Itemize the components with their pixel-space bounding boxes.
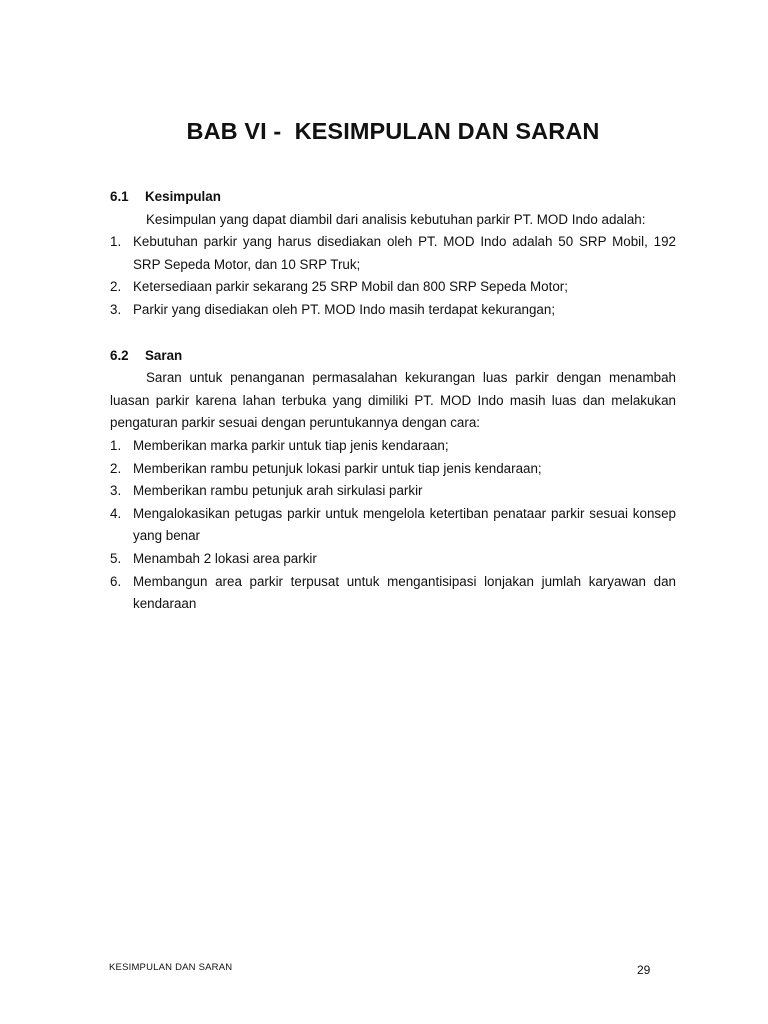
list-item <box>110 571 676 616</box>
list-item-text: Memberikan rambu petunjuk arah sirkulasi parkir <box>133 483 423 499</box>
section-number: 6.1 <box>110 189 129 204</box>
list-item-number: 1. <box>110 234 122 250</box>
list-item <box>110 548 676 571</box>
section-number: 6.2 <box>110 347 129 363</box>
list-item-text: Kebutuhan parkir yang harus disediakan oleh PT. MOD Indo adalah 50 SRP Mobil, 192 SRP Sepeda Motor, dan 10 SRP Truk; <box>133 234 676 272</box>
list-item-text: Mengalokasikan petugas parkir untuk mengelola ketertiban penataar parkir sesuai konsep yang benar <box>133 505 676 544</box>
list-item-number: 6. <box>110 573 122 589</box>
list-item-number: 5. <box>110 550 122 566</box>
list-item <box>110 480 676 503</box>
section-intro-paragraph: Kesimpulan yang dapat diambil dari analisis kebutuhan parkir PT. MOD Indo adalah: <box>146 211 646 227</box>
page-number: 29 <box>637 963 651 977</box>
list-item-text: Menambah 2 lokasi area parkir <box>133 550 317 566</box>
section-heading-kesimpulan <box>110 186 676 209</box>
list-item-text: Ketersediaan parkir sekarang 25 SRP Mobil dan 800 SRP Sepeda Motor; <box>133 279 568 295</box>
list-item <box>110 276 676 299</box>
saran-list <box>110 435 676 616</box>
list-item-text: Memberikan rambu petunjuk lokasi parkir untuk tiap jenis kendaraan; <box>133 460 542 476</box>
list-item-number: 1. <box>110 437 122 453</box>
kesimpulan-list <box>110 231 676 321</box>
section-spacer <box>110 322 676 345</box>
page-body <box>110 186 676 616</box>
list-item-text: Memberikan marka parkir untuk tiap jenis kendaraan; <box>133 437 449 453</box>
list-item-text: Membangun area parkir terpusat untuk mengantisipasi lonjakan jumlah karyawan dan kendaraan <box>133 573 676 612</box>
chapter-title: BAB VI - KESIMPULAN DAN SARAN <box>186 118 600 144</box>
section-heading-saran <box>110 345 676 368</box>
list-item-number: 2. <box>110 460 122 476</box>
section-intro-paragraph: Saran untuk penanganan permasalahan kekurangan luas parkir dengan menambah luasan parkir karena lahan terbuka yang dimiliki PT. MOD Indo masih luas dan melakukan pengaturan parkir sesuai dengan peruntukannya dengan cara: <box>110 370 676 431</box>
list-item <box>110 458 676 481</box>
footer-chapter-label: KESIMPULAN DAN SARAN <box>109 962 233 973</box>
list-item <box>110 503 676 548</box>
list-item-text: Parkir yang disediakan oleh PT. MOD Indo masih terdapat kekurangan; <box>133 301 556 317</box>
list-item <box>110 299 676 322</box>
list-item-number: 2. <box>110 279 122 295</box>
section-title: Kesimpulan <box>145 189 221 204</box>
list-item-number: 3. <box>110 483 122 499</box>
section-title: Saran <box>145 347 183 363</box>
list-item-number: 4. <box>110 505 122 521</box>
list-item <box>110 435 676 458</box>
list-item-number: 3. <box>110 301 122 317</box>
list-item <box>110 231 676 276</box>
